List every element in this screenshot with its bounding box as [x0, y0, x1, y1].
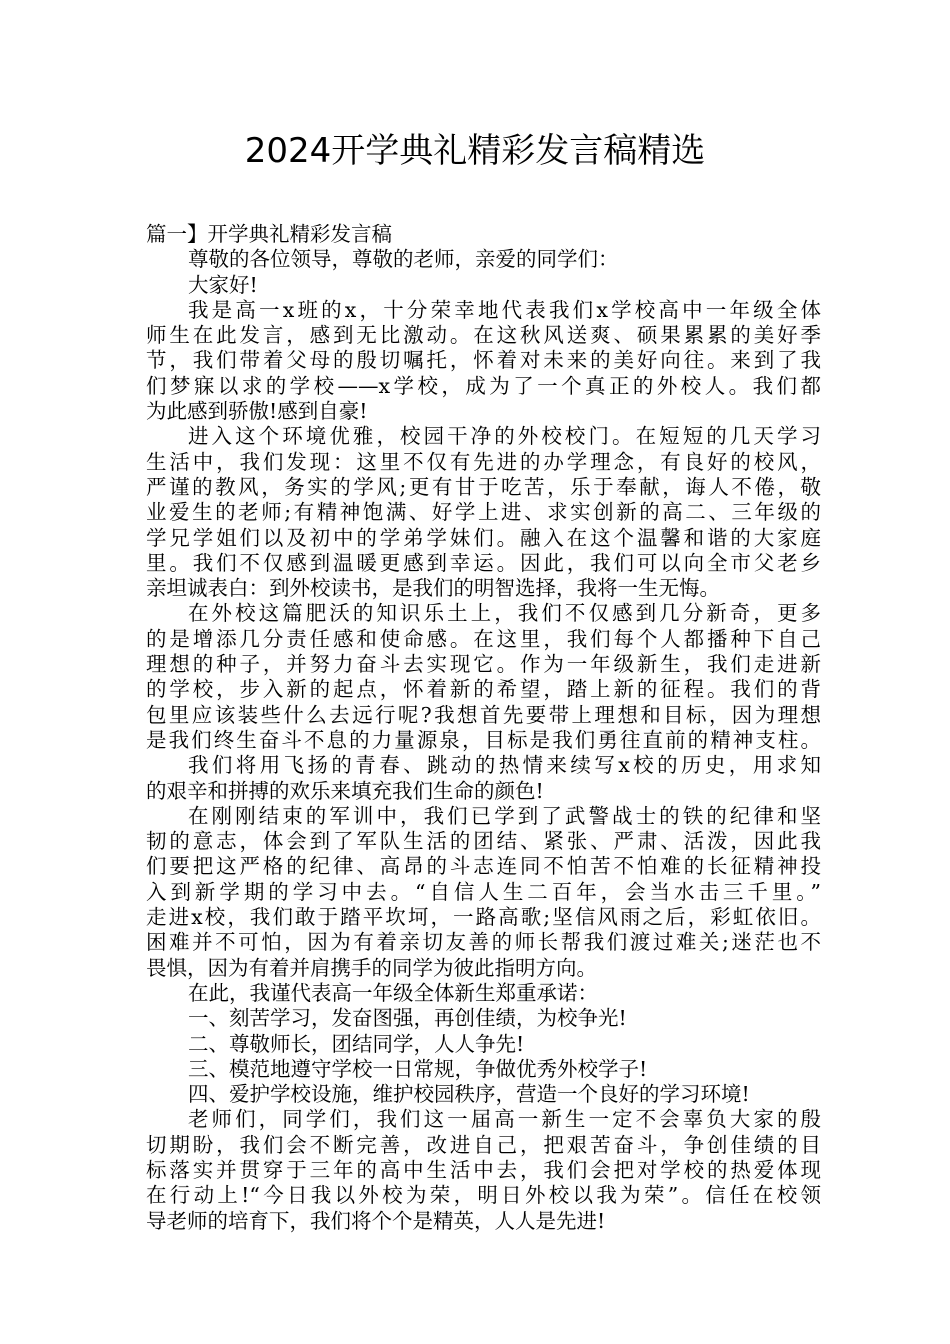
- body-line: 一、刻苦学习，发奋图强，再创佳绩，为校争光!: [188, 1006, 627, 1031]
- body-line: 我是高一x班的x，十分荣幸地代表我们x学校高中一年级全体: [188, 297, 821, 322]
- body-line: 严谨的教风，务实的学风;更有甘于吃苦，乐于奉献，诲人不倦，敬: [146, 474, 821, 499]
- body-line: 在刚刚结束的军训中，我们已学到了武警战士的铁的纪律和坚: [188, 803, 821, 828]
- body-line: 里。我们不仅感到温暖更感到幸运。因此，我们可以向全市父老乡: [146, 550, 821, 575]
- body-line: 标落实并贯穿于三年的高中生活中去，我们会把对学校的热爱体现: [146, 1157, 821, 1182]
- body-line: 大家好!: [188, 272, 258, 297]
- body-line: 困难并不可怕，因为有着亲切友善的师长帮我们渡过难关;迷茫也不: [146, 930, 821, 955]
- body-line: 在外校这篇肥沃的知识乐土上，我们不仅感到几分新奇，更多: [188, 601, 821, 626]
- body-line: 包里应该装些什么去远行呢?我想首先要带上理想和目标，因为理想: [146, 702, 821, 727]
- body-line: 在此，我谨代表高一年级全体新生郑重承诺：: [188, 980, 598, 1005]
- body-line: 生活中，我们发现：这里不仅有先进的办学理念，有良好的校风，: [146, 449, 821, 474]
- body-line: 的是增添几分责任感和使命感。在这里，我们每个人都播种下自己: [146, 626, 821, 651]
- body-line: 们要把这严格的纪律、高昂的斗志连同不怕苦不怕难的长征精神投: [146, 854, 821, 879]
- body-line: 切期盼，我们会不断完善，改进自己，把艰苦奋斗，争创佳绩的目: [146, 1132, 821, 1157]
- body-line: 走进x校，我们敢于踏平坎坷，一路高歌;坚信风雨之后，彩虹依旧。: [146, 905, 821, 930]
- body-line: 师生在此发言，感到无比激动。在这秋风送爽、硕果累累的美好季: [146, 323, 821, 348]
- body-line: 理想的种子，并努力奋斗去实现它。作为一年级新生，我们走进新: [146, 652, 821, 677]
- body-line: 节，我们带着父母的殷切嘱托，怀着对未来的美好向往。来到了我: [146, 348, 821, 373]
- section-heading: 篇一】开学典礼精彩发言稿: [146, 222, 392, 246]
- document-body: [146, 222, 821, 1234]
- body-line: 老师们，同学们，我们这一届高一新生一定不会辜负大家的殷: [188, 1107, 821, 1132]
- body-line: 的艰辛和拼搏的欢乐来填充我们生命的颜色!: [146, 778, 544, 803]
- body-line: 畏惧，因为有着并肩携手的同学为彼此指明方向。: [146, 955, 597, 980]
- body-line: 进入这个环境优雅，校园干净的外校校门。在短短的几天学习: [188, 424, 821, 449]
- body-line: 二、尊敬师长，团结同学，人人争先!: [188, 1031, 525, 1056]
- body-line: 入到新学期的学习中去。“自信人生二百年，会当水击三千里。”: [146, 879, 821, 904]
- body-line: 为此感到骄傲!感到自豪!: [146, 399, 368, 424]
- body-line: 韧的意志，体会到了军队生活的团结、紧张、严肃、活泼，因此我: [146, 829, 821, 854]
- body-line: 是我们终生奋斗不息的力量源泉，目标是我们勇往直前的精神支柱。: [146, 727, 821, 752]
- body-line: 我们将用飞扬的青春、跳动的热情来续写x校的历史，用求知: [188, 753, 821, 778]
- body-line: 三、模范地遵守学校一日常规，争做优秀外校学子!: [188, 1056, 648, 1081]
- body-line: 的学校，步入新的起点，怀着新的希望，踏上新的征程。我们的背: [146, 677, 821, 702]
- body-line: 学兄学姐们以及初中的学弟学妹们。融入在这个温馨和谐的大家庭: [146, 525, 821, 550]
- document-title: 2024开学典礼精彩发言稿精选: [244, 131, 706, 171]
- body-line: 导老师的培育下，我们将个个是精英，人人是先进!: [146, 1208, 606, 1233]
- body-line: 在行动上!“今日我以外校为荣，明日外校以我为荣”。信任在校领: [146, 1183, 821, 1208]
- body-line: 亲坦诚表白：到外校读书，是我们的明智选择，我将一生无悔。: [146, 576, 720, 601]
- body-line: 四、爱护学校设施，维护校园秩序，营造一个良好的学习环境!: [188, 1082, 750, 1107]
- body-line: 们梦寐以求的学校——x学校，成为了一个真正的外校人。我们都: [146, 373, 821, 398]
- body-line: 业爱生的老师;有精神饱满、好学上进、求实创新的高二、三年级的: [146, 500, 821, 525]
- body-line: 尊敬的各位领导，尊敬的老师，亲爱的同学们：: [188, 247, 619, 272]
